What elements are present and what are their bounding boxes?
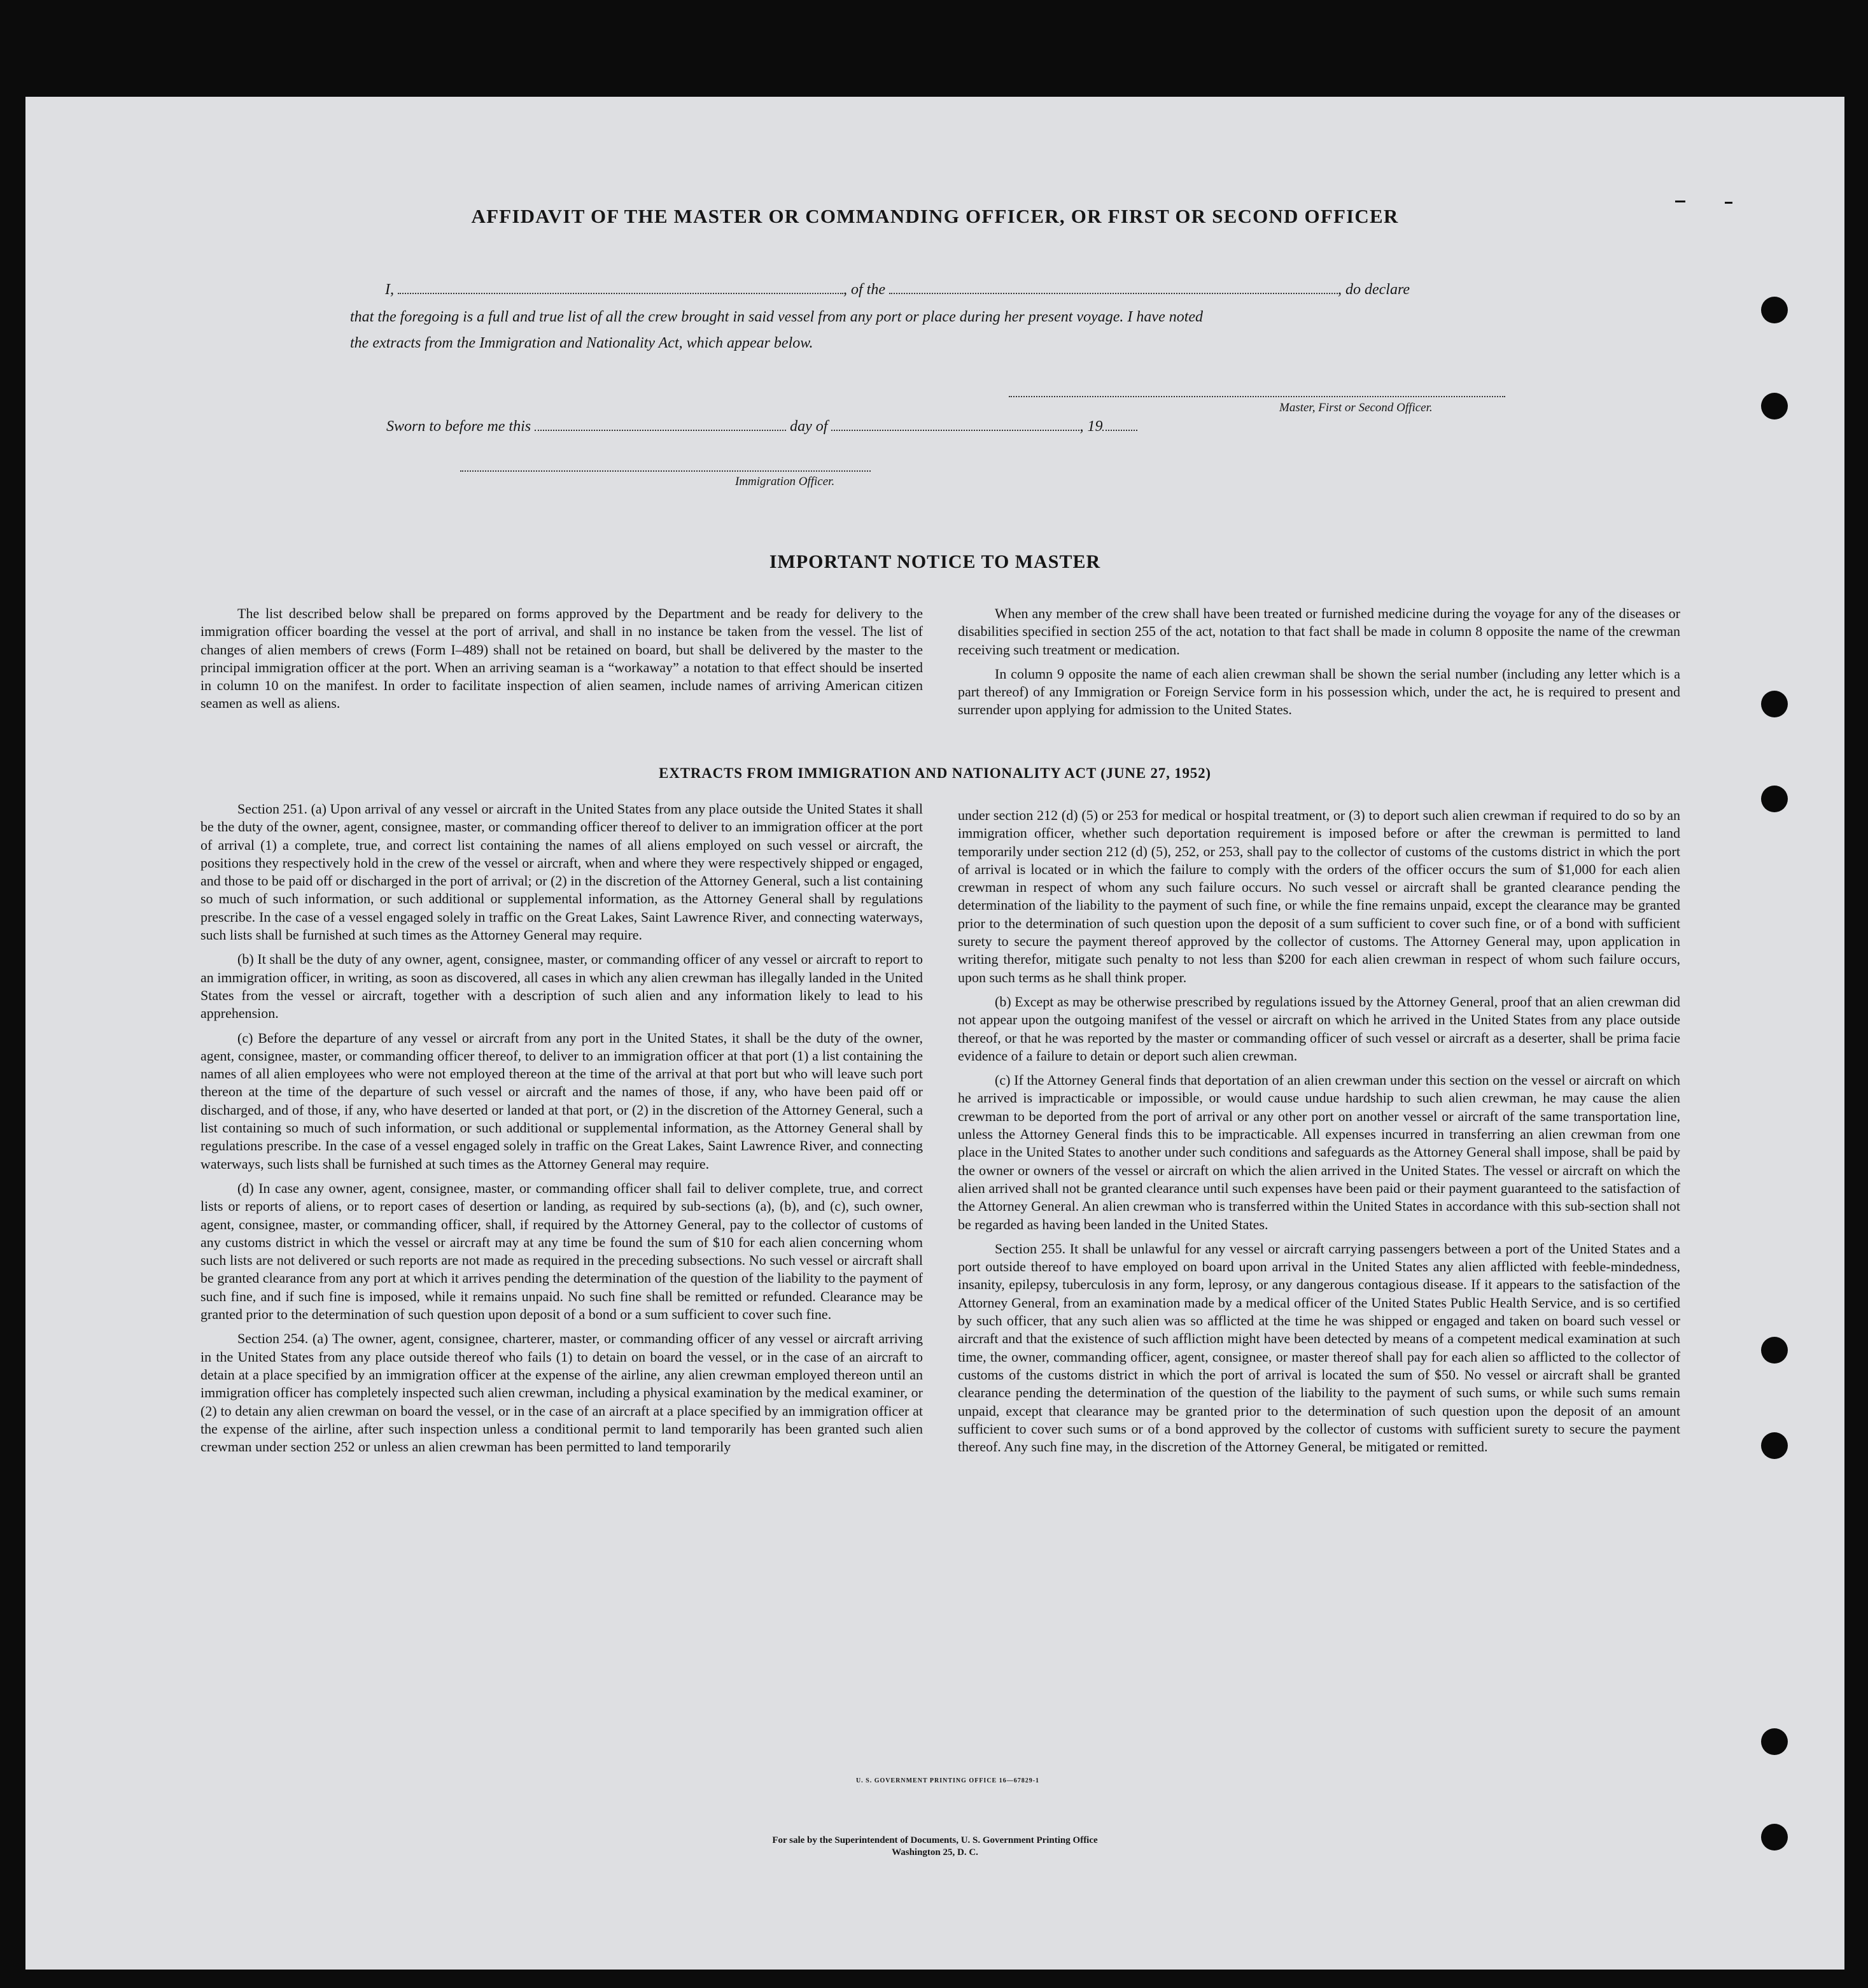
sale-line-2: Washington 25, D. C. bbox=[892, 1847, 978, 1858]
section-251-a: Section 251. (a) Upon arrival of any vessel or aircraft in the United States from any place outside the United States it shall be the duty of the owner, agent, consignee, master, or commanding officer thereof to deliver to an immigration officer at the port of arrival (1) a complete, true, and correct list containing the names of all aliens employed on such vessel or aircraft, the positions they respectively hold in the crew of the vessel or aircraft, when and where they were respectively shipped or engaged, and those to be paid off or discharged in the port of arrival; or (2) in the discretion of the Attorney General, such a list containing so much of such information, or such additional or supplemental information, as the Attorney General shall by regulations prescribe. In the case of a vessel engaged solely in traffic on the Great Lakes, Saint Lawrence River, and connecting waterways, such lists shall be furnished at such times as the Attorney General may require. bbox=[200, 801, 923, 943]
punch-hole bbox=[1761, 297, 1788, 323]
notice-right-paragraph-1: When any member of the crew shall have been treated or furnished medicine during the voyage for any of the diseases or disabilities specified in section 255 of the act, notation to that fact shall be made in column 8 opposite the name of the crewman receiving such treatment or medication. bbox=[958, 605, 1680, 658]
section-254-c: (c) If the Attorney General finds that deportation of an alien crewman under this section on the vessel or aircraft on which he arrived is impracticable or impossible, or would cause undue hardship to such alien crewman, he may cause the alien crewman to be deported from the port of arrival or any other port on another vessel or aircraft of the same transportation line, unless the Attorney General finds this to be impracticable. All expenses incurred in transferring an alien crewman from one place in the United States to another under such conditions and safeguards as the Attorney General shall impose, shall be paid by the owner or owners of the vessel or aircraft on which the alien arrived in the United States. The vessel or aircraft on which the alien arrived shall not be granted clearance until such expenses have been paid or their payment guaranteed to the satisfaction of the Attorney General. An alien crewman who is transferred within the United States in accordance with this sub-section shall not be regarded as having been landed in the United States. bbox=[958, 1072, 1680, 1232]
year-label: , 19 bbox=[1079, 418, 1103, 435]
punch-hole bbox=[1761, 393, 1788, 419]
immigration-officer-signature-line[interactable] bbox=[460, 470, 871, 472]
punch-hole bbox=[1761, 1337, 1788, 1364]
notice-title: IMPORTANT NOTICE TO MASTER bbox=[769, 551, 1101, 572]
affidavit-line-2: that the foregoing is a full and true list of all the crew brought in said vessel from any port or place during her present voyage. I have noted bbox=[350, 309, 1204, 325]
section-254-b: (b) Except as may be otherwise prescribed by regulations issued by the Attorney General, proof that an alien crewman did not appear upon the outgoing manifest of the vessel or aircraft on which he arrived in the United States from any place outside thereof, or that he was reported by the master or commanding officer of such vessel or aircraft as a deserter, shall be prima facie evidence of a failure to detain or deport such alien crewman. bbox=[958, 993, 1680, 1064]
printer-line: U. S. GOVERNMENT PRINTING OFFICE 16—67829-1 bbox=[855, 1777, 1040, 1784]
master-signature-label: Master, First or Second Officer. bbox=[1279, 401, 1433, 414]
vessel-blank[interactable] bbox=[889, 281, 1338, 294]
sworn-day-blank[interactable] bbox=[535, 418, 786, 431]
affidavit-line-1 bbox=[385, 281, 1410, 299]
scan-mark bbox=[1675, 201, 1685, 202]
name-blank[interactable] bbox=[398, 281, 843, 294]
notice-left-paragraph: The list described below shall be prepared on forms approved by the Department and be ready for delivery to the immigration officer boarding the vessel at the port of arrival, and shall in no instance be taken from the vessel. The list of changes of alien members of crews (Form I–489) shall not be retained on board, but shall be delivered by the master to the principal immigration officer at the port. When an arriving seaman is a “workaway” a notation to that effect should be inserted in column 10 on the manifest. In order to facilitate inspection of alien seamen, include names of arriving American citizen seamen as well as aliens. bbox=[200, 605, 923, 712]
affidavit-title: AFFIDAVIT OF THE MASTER OR COMMANDING OFFICER, OR FIRST OR SECOND OFFICER bbox=[471, 205, 1399, 227]
extracts-title: EXTRACTS FROM IMMIGRATION AND NATIONALITY ACT (JUNE 27, 1952) bbox=[659, 765, 1211, 781]
punch-hole bbox=[1761, 1824, 1788, 1851]
day-of-label: day of bbox=[790, 418, 828, 435]
extracts-right-column bbox=[958, 807, 1680, 1462]
of-the-label: , of the bbox=[843, 281, 885, 298]
section-254-a-continued: under section 212 (d) (5) or 253 for medical or hospital treatment, or (3) to deport such alien crewman if required to do so by an immigration officer, whether such deportation requirement is imposed before or after the crewman is permitted to land temporarily under section 212 (d) (5), 252, or 253, shall pay to the collector of customs of the customs district in which the port of arrival is located or in which the failure to comply with the orders of the officer occurs the sum of $1,000 for each alien crewman in respect of whom any such failure occurs. No such vessel or aircraft shall be granted clearance pending the determination of the liability to the payment of such fine, or while the fine remains unpaid, except the clearance may be granted prior to the determination of such question upon the deposit of a sum sufficient to cover such fine, or of a bond with sufficient surety to secure the payment thereof approved by the collector of customs. The Attorney General may, upon application in writing therefor, mitigate such penalty to not less than $200 for each alien crewman in respect of whom such failure occurs, upon such terms as he shall think proper. bbox=[958, 807, 1680, 985]
notice-right-paragraph-2: In column 9 opposite the name of each alien crewman shall be shown the serial number (including any letter which is a part thereof) of any Immigration or Foreign Service form in his possession which, under the act, he is required to present and surrender upon applying for admission to the United States. bbox=[958, 665, 1680, 718]
sworn-line bbox=[386, 418, 1137, 435]
sale-notice bbox=[25, 1835, 1844, 1859]
punch-hole bbox=[1761, 1728, 1788, 1755]
scan-mark bbox=[1725, 202, 1732, 204]
section-251-d: (d) In case any owner, agent, consignee, master, or commanding officer shall fail to deliver complete, true, and correct lists or reports of aliens, or to report cases of desertion or landing, as required by sub-sections (a), (b), and (c), such owner, agent, consignee, master, or commanding officer, shall, if required by the Attorney General, pay to the collector of customs of any customs district in which the vessel or aircraft may at any time be found the sum of $10 for each alien concerning whom such lists are not delivered or such reports are not made as required in the preceding subsections. No such vessel or aircraft shall be granted clearance from any port at which it arrives pending the determination of the question of the liability to the payment of such fine, and if such fine is imposed, while it remains unpaid. No such fine shall be remitted or refunded. Clearance may be granted prior to the determination of such question upon deposit of a bond or a sum sufficient to cover such fine. bbox=[200, 1180, 923, 1323]
sale-line-1: For sale by the Superintendent of Documents, U. S. Government Printing Office bbox=[772, 1835, 1098, 1845]
do-declare-label: , do declare bbox=[1338, 281, 1410, 298]
notice-right-column bbox=[958, 605, 1680, 726]
sworn-month-blank[interactable] bbox=[831, 418, 1079, 431]
extracts-left-column bbox=[200, 800, 923, 1462]
sworn-label: Sworn to before me this bbox=[386, 418, 531, 435]
section-254-a: Section 254. (a) The owner, agent, consignee, charterer, master, or commanding officer of any vessel or aircraft arriving in the United States from any place outside thereof who fails (1) to detain on board the vessel, or in the case of an aircraft to detain at a place specified by an immigration officer at the expense of the airline, any alien crewman employed thereon until an immigration officer has completely inspected such alien crewman, including a physical examination by the medical examiner, or (2) to detain any alien crewman on board the vessel, or in the case of an aircraft at a place specified by an immigration officer at the expense of the airline, after such inspection unless a conditional permit to land temporarily has been granted such alien crewman under section 252 or unless an alien crewman has been permitted to land temporarily bbox=[200, 1330, 923, 1455]
punch-hole bbox=[1761, 1432, 1788, 1459]
form-page bbox=[25, 97, 1844, 1970]
section-255: Section 255. It shall be unlawful for any vessel or aircraft carrying passengers between a port of the United States and a port outside thereof to have employed on board upon arrival in the United States any alien afflicted with feeble-mindedness, insanity, epilepsy, tuberculosis in any form, leprosy, or any dangerous contagious disease. If it appears to the satisfaction of the Attorney General, from an examination made by a medical officer of the United States Public Health Service, and is so certified by such officer, that any such alien was so afflicted at the time he was shipped or engaged and taken on board such vessel or aircraft and that the existence of such affliction might have been detected by means of a competent medical examination at such time, the owner, commanding officer, agent, consignee, or master thereof shall pay for each alien so afflicted to the collector of customs of the customs district in which the port of arrival is located the sum of $50. No vessel or aircraft shall be granted clearance pending the determination of the question of the liability to the payment of such sums, or while such sums remain unpaid, except that clearance may be granted prior to the determination of such question upon the deposit of an amount sufficient to cover such sums or of a bond approved by the collector of customs with sufficient surety to secure the payment thereof. Any such fine may, in the discretion of the Attorney General, be mitigated or remitted. bbox=[958, 1240, 1680, 1455]
notice-left-column bbox=[200, 605, 923, 719]
affidavit-line-3: the extracts from the Immigration and Nationality Act, which appear below. bbox=[350, 335, 813, 351]
immigration-officer-label: Immigration Officer. bbox=[735, 475, 835, 488]
section-251-b: (b) It shall be the duty of any owner, agent, consignee, master, or commanding officer of any vessel or aircraft to report to an immigration officer, in writing, as soon as discovered, all cases in which any alien crewman has illegally landed in the United States from the vessel or aircraft, together with a description of such alien and any information likely to lead to his apprehension. bbox=[200, 951, 923, 1022]
section-251-c: (c) Before the departure of any vessel or aircraft from any port in the United States, it shall be the duty of the owner, agent, consignee, master, or commanding officer thereof, to deliver to an immigration officer at that port (1) a list containing the names of all alien employees who were not employed thereon at the time of the arrival at that port but who will leave such port thereon at the time of the departure of such vessel or aircraft and the names of those, if any, who have been paid off or discharged, and of those, if any, who have deserted or landed at that port, or (2) in the discretion of the Attorney General, such a list containing so much of such information, or such additional or supplemental information, as the Attorney General shall by regulations prescribe. In the case of a vessel engaged solely in traffic on the Great Lakes, Saint Lawrence River, and connecting waterways, such lists shall be furnished at such times as the Attorney General may require. bbox=[200, 1029, 923, 1172]
sworn-year-blank[interactable] bbox=[1102, 418, 1137, 431]
i-label: I, bbox=[385, 281, 394, 298]
punch-hole bbox=[1761, 691, 1788, 717]
master-signature-line[interactable] bbox=[1009, 396, 1505, 397]
punch-hole bbox=[1761, 786, 1788, 812]
